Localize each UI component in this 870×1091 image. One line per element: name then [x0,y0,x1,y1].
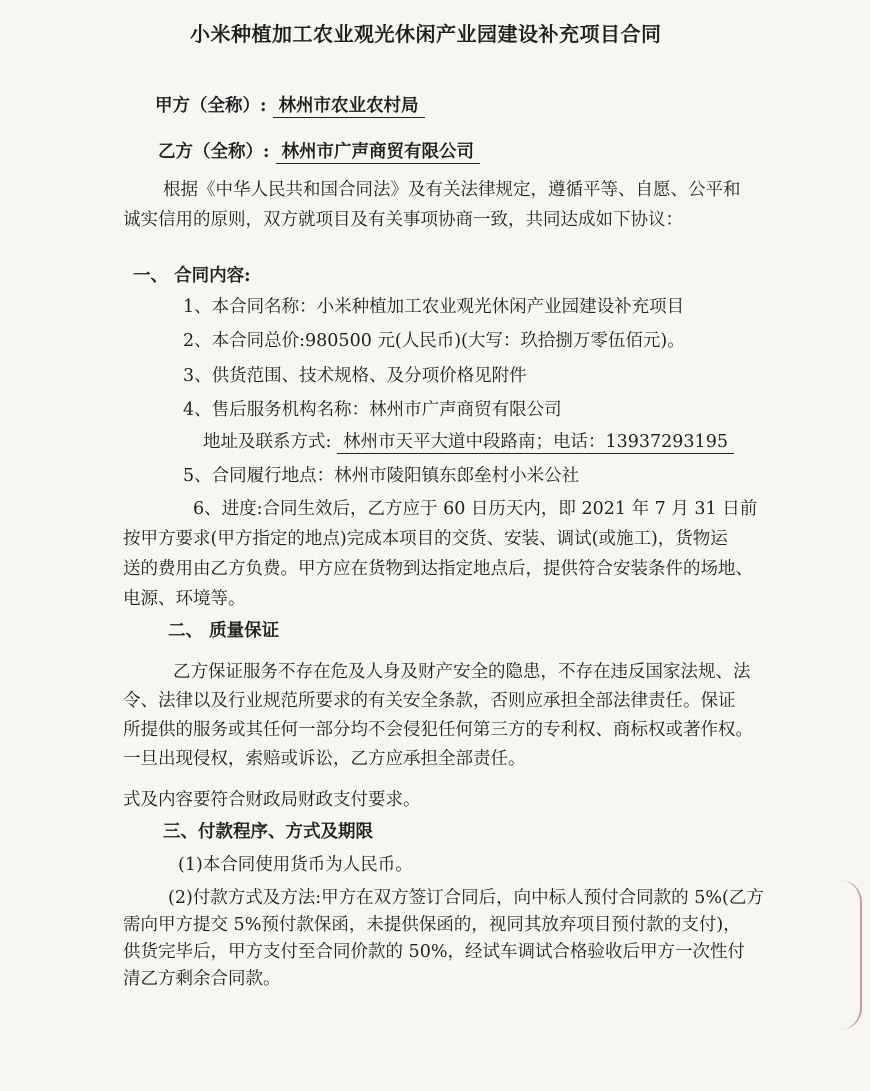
preamble-line: 根据《中华人民共和国合同法》及有关法律规定，遵循平等、自愿、公平和 [163,180,741,200]
section3-item: (1)本合同使用货币为人民币。 [178,855,413,875]
preamble-line: 诚实信用的原则，双方就项目及有关事项协商一致，共同达成如下协议： [123,210,683,230]
quality-paragraph-line: 所提供的服务或其任何一部分均不会侵犯任何第三方的专利权、商标权或著作权。 [123,720,753,740]
party-b-value: 林州市广声商贸有限公司 [276,142,481,164]
section1-heading: 一、 合同内容: [133,266,251,286]
section1-item: 3、供货范围、技术规格、及分项价格见附件 [183,366,527,386]
section3-heading: 三、付款程序、方式及期限 [163,822,373,842]
address-value: 林州市天平大道中段路南；电话：13937293195 [337,432,734,454]
party-b-line [158,138,480,163]
party-a-line [155,92,425,117]
section1-item: 4、售后服务机构名称：林州市广声商贸有限公司 [183,400,562,420]
section1-item: 5、合同履行地点：林州市陵阳镇东郎垒村小米公社 [183,466,580,486]
document-title: 小米种植加工农业观光休闲产业园建设补充项目合同 [190,22,662,46]
payment-requirement-note: 式及内容要符合财政局财政支付要求。 [123,790,421,810]
page-edge-mark [840,880,862,1030]
payment-clause-line: 需向甲方提交 5%预付款保函，未提供保函的，视同其放弃项目预付款的支付)， [123,915,741,935]
payment-clause-line: 供货完毕后，甲方支付至合同价款的 50%，经试车调试合格验收后甲方一次性付 [123,942,745,962]
party-a-label: 甲方（全称）: [155,96,267,116]
quality-paragraph-line: 令、法律以及行业规范所要求的有关安全条款，否则应承担全部法律责任。保证 [123,691,736,711]
address-line [203,428,734,453]
address-label: 地址及联系方式: [203,432,332,452]
party-a-value: 林州市农业农村局 [273,96,425,118]
progress-clause-line: 按甲方要求(甲方指定的地点)完成本项目的交货、安装、调试(或施工)，货物运 [123,529,728,549]
party-b-label: 乙方（全称）: [158,142,270,162]
quality-paragraph-line: 一旦出现侵权，索赔或诉讼，乙方应承担全部责任。 [123,749,526,769]
progress-clause-line: 6、进度:合同生效后，乙方应于 60 日历天内，即 2021 年 7 月 31 日前 [193,499,758,519]
section2-heading: 二、 质量保证 [168,621,280,641]
payment-clause-line: (2)付款方式及方法:甲方在双方签订合同后，向中标人预付合同款的 5%(乙方 [168,888,764,908]
payment-clause-line: 清乙方剩余合同款。 [123,969,281,989]
progress-clause-line: 送的费用由乙方负费。甲方应在货物到达指定地点后，提供符合安装条件的场地、 [123,559,753,579]
quality-paragraph-line: 乙方保证服务不存在危及人身及财产安全的隐患，不存在违反国家法规、法 [173,662,751,682]
section1-item: 2、本合同总价:980500 元(人民币)(大写：玖拾捌万零伍佰元)。 [183,331,685,351]
progress-clause-line: 电源、环境等。 [123,589,246,609]
section1-item: 1、本合同名称：小米种植加工农业观光休闲产业园建设补充项目 [183,297,685,317]
